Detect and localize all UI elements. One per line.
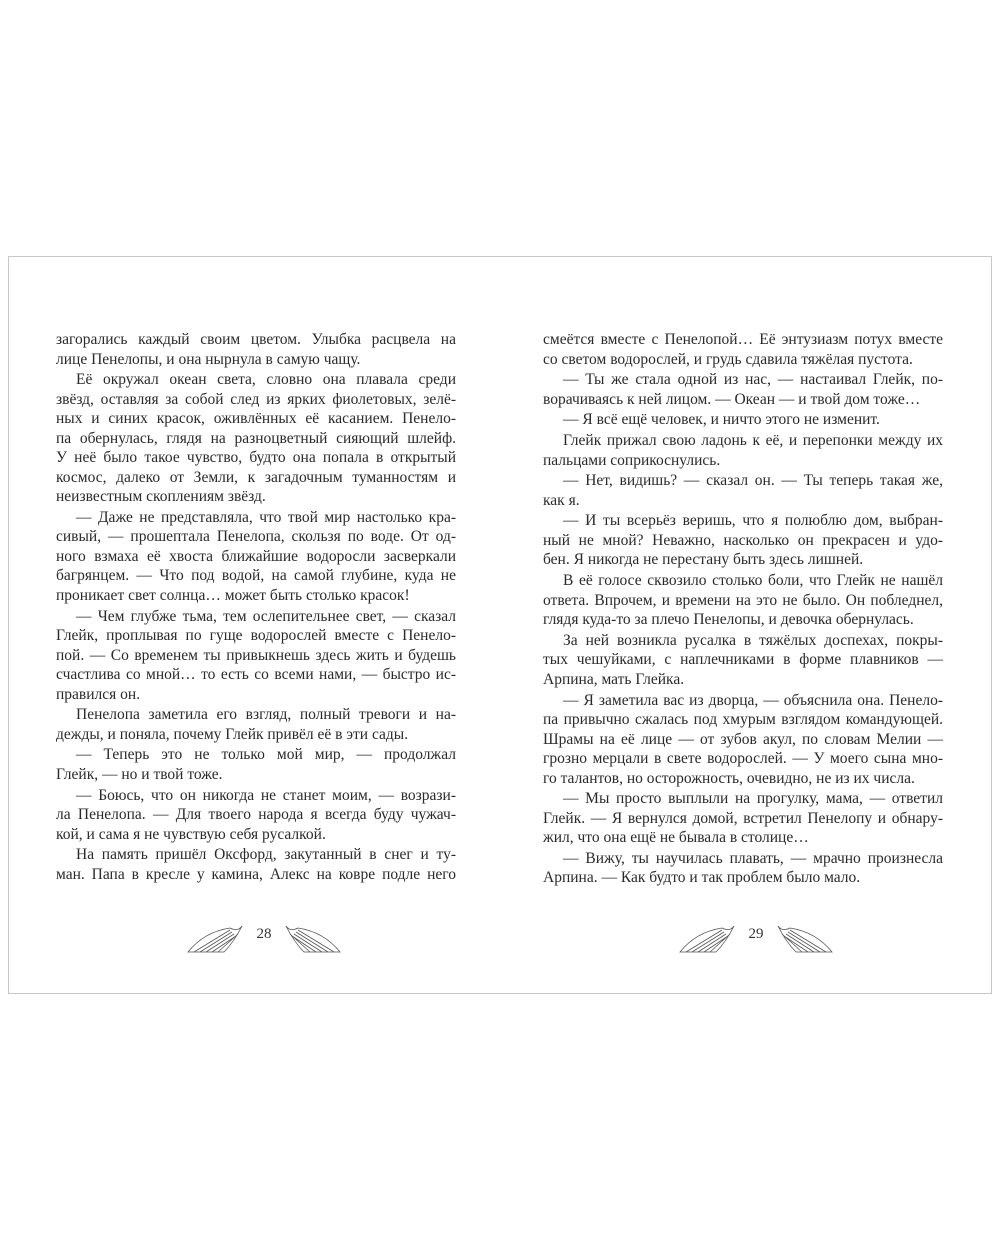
text-line: — Даже не представляла, что твой мир настолько кра- — [76, 508, 456, 526]
text-line: тых чешуйками, с наплечниками в форме плавников — — [543, 651, 943, 669]
text-line: счастлива со мной… то есть со всеми нами, — быстро ис- — [56, 666, 456, 684]
text-line: ман. Папа в кресле у камина, Алекс на ковре подле него — [56, 865, 456, 883]
text-line: Глейк, — но и твой тоже. — [56, 765, 223, 783]
text-line: — Я всё ещё человек, и ничто этого не изменит. — [563, 411, 880, 429]
right-page-text — [543, 330, 943, 889]
text-line: как я. — [543, 491, 580, 509]
text-line: лице Пенелопы, и она нырнула в самую чащу. — [56, 350, 361, 368]
text-line: ного взмаха её хвоста ближайшие водоросли засверкали — [56, 547, 456, 565]
text-line: — Теперь это не только мой мир, — продолжал — [76, 746, 456, 764]
text-line: Её окружал океан света, словно она плавала среди — [76, 371, 456, 389]
text-line: кой, и сама я не чувствую себя русалкой. — [56, 825, 326, 843]
text-line: со светом водорослей, и грудь сдавила тяжёлая пустота. — [543, 350, 913, 368]
text-line: В её голосе сквозило столько боли, что Глейк не нашёл — [563, 572, 943, 590]
text-line: проникает свет солнца… может быть столько красок! — [56, 586, 410, 604]
shell-ornament-right-icon — [282, 922, 344, 956]
left-page-text — [56, 330, 456, 884]
text-line: ных и синих красок, оживлённых её касанием. Пенело- — [56, 410, 456, 428]
text-line: Глейк, проплывая по гуще водорослей вместе с Пенело- — [56, 627, 456, 645]
text-line: правился он. — [56, 685, 141, 703]
right-page-folio — [676, 918, 836, 958]
page-number: 29 — [748, 926, 764, 942]
text-line: Шрамы на её лице — от зубов акул, по словам Мелии — — [543, 730, 943, 748]
text-line: смеётся вместе с Пенелопой… Её энтузиазм потух вместе — [543, 331, 943, 348]
text-line: багрянцем. — Что под водой, на самой глубине, куда не — [56, 567, 456, 585]
text-line: — Мы просто выплыли на прогулку, мама, — ответил — [563, 790, 943, 808]
text-line: — Нет, видишь? — сказал он. — Ты теперь такая же, — [563, 472, 943, 490]
left-page-folio — [184, 918, 344, 958]
text-line: — Ты же стала одной из нас, — настаивал Глейк, по- — [563, 371, 943, 389]
text-line: Арпина. — Как будто и так проблем было мало. — [543, 869, 861, 887]
text-line: ла Пенелопа. — Для твоего народа я всегда буду чужач- — [56, 806, 456, 824]
text-line: па обернулась, глядя на разноцветный сияющий шлейф. — [56, 429, 456, 447]
text-line: Арпина, мать Глейка. — [543, 670, 685, 688]
text-line: жил, что она ещё не бывала в столице… — [543, 829, 809, 847]
text-line: глядя куда-то за плечо Пенелопы, и девочка обернулась. — [543, 611, 914, 629]
text-line: пальцами соприкоснулись. — [543, 451, 721, 469]
text-line: — Я заметила вас из дворца, — объяснила она. Пенело- — [563, 691, 943, 709]
text-line: ный не мной? Неважно, насколько он прекрасен и удо- — [543, 531, 943, 549]
text-line: — Боюсь, что он никогда не станет моим, — возрази- — [76, 786, 456, 804]
page-number: 28 — [256, 926, 272, 942]
text-line: — Чем глубже тьма, тем ослепительнее свет, — сказал — [76, 607, 456, 625]
text-line: Глейк. — Я вернулся домой, встретил Пенелопу и обнару- — [543, 809, 943, 827]
text-line: — Вижу, ты научилась плавать, — мрачно произнесла — [563, 849, 943, 867]
text-line: сивый, — прошептала Пенелопа, скользя по воде. От од- — [56, 528, 456, 546]
text-line: бен. Я никогда не перестану быть здесь лишней. — [543, 551, 864, 569]
text-line: За ней возникла русалка в тяжёлых доспехах, покры- — [563, 631, 943, 649]
shell-ornament-right-icon — [774, 922, 836, 956]
text-line: звёзд, оставляя за собой след из ярких фиолетовых, зелё- — [56, 390, 456, 408]
text-line: У неё было такое чувство, будто она попала в открытый — [56, 449, 456, 467]
text-line: На память пришёл Оксфорд, закутанный в снег и ту- — [76, 846, 456, 864]
text-line: дежды, и поняла, почему Глейк привёл её в эти сады. — [56, 725, 409, 743]
text-line: Глейк прижал свою ладонь к её, и перепонки между их — [563, 432, 943, 450]
text-line: пой. — Со временем ты привыкнешь здесь жить и будешь — [56, 646, 456, 664]
text-line: — И ты всерьёз веришь, что я полюблю дом, выбран- — [563, 512, 943, 530]
text-line: космос, далеко от Земли, к загадочным туманностям и — [56, 468, 456, 486]
text-line: неизвестным скоплениям звёзд. — [56, 488, 266, 506]
text-line: ворачиваясь к ней лицом. — Океан — и твой дом тоже… — [543, 390, 921, 408]
text-line: ответа. Впрочем, и времени на это не было. Он побледнел, — [543, 591, 943, 609]
text-line: го талантов, но осторожность, очевидно, не из их числа. — [543, 769, 915, 787]
text-line: па привычно сжалась под хмурым взглядом командующей. — [543, 711, 943, 728]
text-line: загорались каждый своим цветом. Улыбка расцвела на — [56, 331, 456, 348]
text-line: Пенелопа заметила его взгляд, полный тревоги и на- — [76, 706, 456, 724]
text-line: грозно мерцали в свете водорослей. — У моего сына мно- — [543, 750, 943, 767]
